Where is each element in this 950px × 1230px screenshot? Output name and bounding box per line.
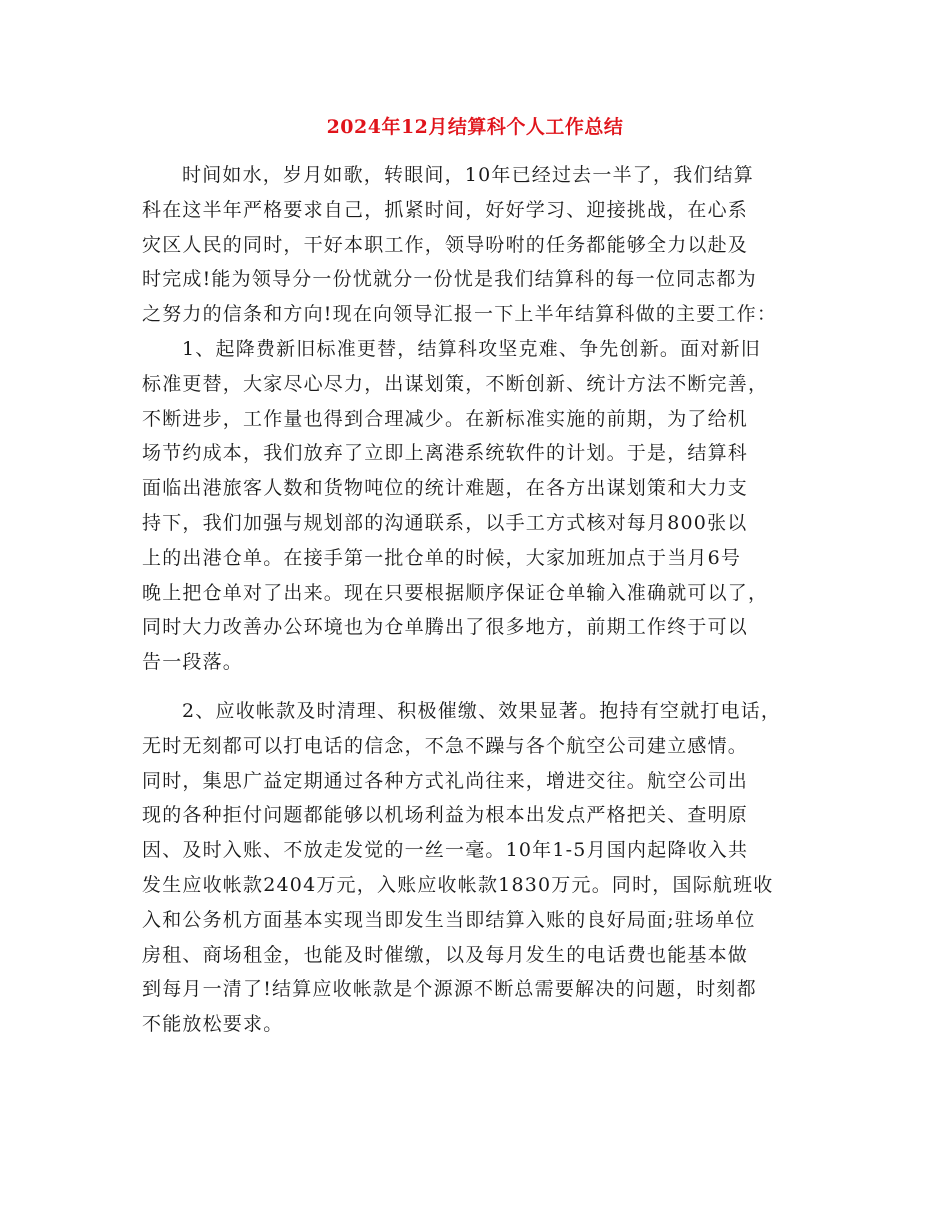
text-line: 上的出港仓单。在接手第一批仓单的时候，大家加班加点于当月6号 bbox=[142, 546, 742, 569]
text-line: 时间如水，岁月如歌，转眼间，10年已经过去一半了，我们结算 bbox=[182, 164, 754, 186]
text-line: 不能放松要求。 bbox=[142, 1013, 284, 1036]
text-line: 入和公务机方面基本实现当即发生当即结算入账的良好局面;驻场单位 bbox=[142, 908, 756, 931]
text-line: 不断进步，工作量也得到合理减少。在新标准实施的前期，为了给机 bbox=[142, 407, 749, 430]
text-line: 无时无刻都可以打电话的信念，不急不躁与各个航空公司建立感情。 bbox=[142, 734, 749, 757]
text-line: 持下，我们加强与规划部的沟通联系，以手工方式核对每月800张以 bbox=[142, 511, 748, 534]
text-line: 晚上把仓单对了出来。现在只要根据顺序保证仓单输入准确就可以了， bbox=[142, 581, 769, 604]
text-line: 因、及时入账、不放走发觉的一丝一毫。10年1-5月国内起降收入共 bbox=[142, 839, 749, 862]
text-line: 告一段落。 bbox=[142, 651, 244, 674]
text-line: 灾区人民的同时，干好本职工作，领导吩咐的任务都能够全力以赴及 bbox=[142, 233, 749, 256]
text-line: 之努力的信条和方向!现在向领导汇报一下上半年结算科做的主要工作： bbox=[142, 303, 778, 326]
text-line: 同时，集思广益定期通过各种方式礼尚往来，增进交往。航空公司出 bbox=[142, 769, 749, 792]
document-title: 2024年12月结算科个人工作总结 bbox=[326, 116, 624, 138]
text-line: 时完成!能为领导分一份忧就分一份忧是我们结算科的每一位同志都为 bbox=[142, 268, 757, 291]
text-line: 到每月一清了!结算应收帐款是个源源不断总需要解决的问题，时刻都 bbox=[142, 978, 757, 1001]
text-line: 科在这半年严格要求自己，抓紧时间，好好学习、迎接挑战，在心系 bbox=[142, 198, 749, 221]
text-line: 现的各种拒付问题都能够以机场利益为根本出发点严格把关、查明原 bbox=[142, 804, 749, 827]
text-line: 场节约成本，我们放弃了立即上离港系统软件的计划。于是，结算科 bbox=[142, 442, 749, 465]
document-body bbox=[142, 158, 818, 1042]
text-line: 同时大力改善办公环境也为仓单腾出了很多地方，前期工作终于可以 bbox=[142, 616, 749, 639]
text-line: 1、起降费新旧标准更替，结算科攻坚克难、争先创新。面对新旧 bbox=[182, 337, 761, 360]
paragraph-intro bbox=[142, 158, 818, 332]
paragraph-item-1 bbox=[142, 332, 818, 680]
text-line: 2、应收帐款及时清理、积极催缴、效果显著。抱持有空就打电话， bbox=[182, 699, 782, 722]
text-line: 面临出港旅客人数和货物吨位的统计难题，在各方出谋划策和大力支 bbox=[142, 477, 749, 500]
text-line: 房租、商场租金，也能及时催缴，以及每月发生的电话费也能基本做 bbox=[142, 943, 749, 966]
text-line: 标准更替，大家尽心尽力，出谋划策，不断创新、统计方法不断完善， bbox=[142, 372, 769, 395]
text-line: 发生应收帐款2404万元，入账应收帐款1830万元。同时，国际航班收 bbox=[142, 873, 774, 896]
paragraph-spacer bbox=[142, 680, 818, 694]
paragraph-item-2 bbox=[142, 694, 818, 1042]
